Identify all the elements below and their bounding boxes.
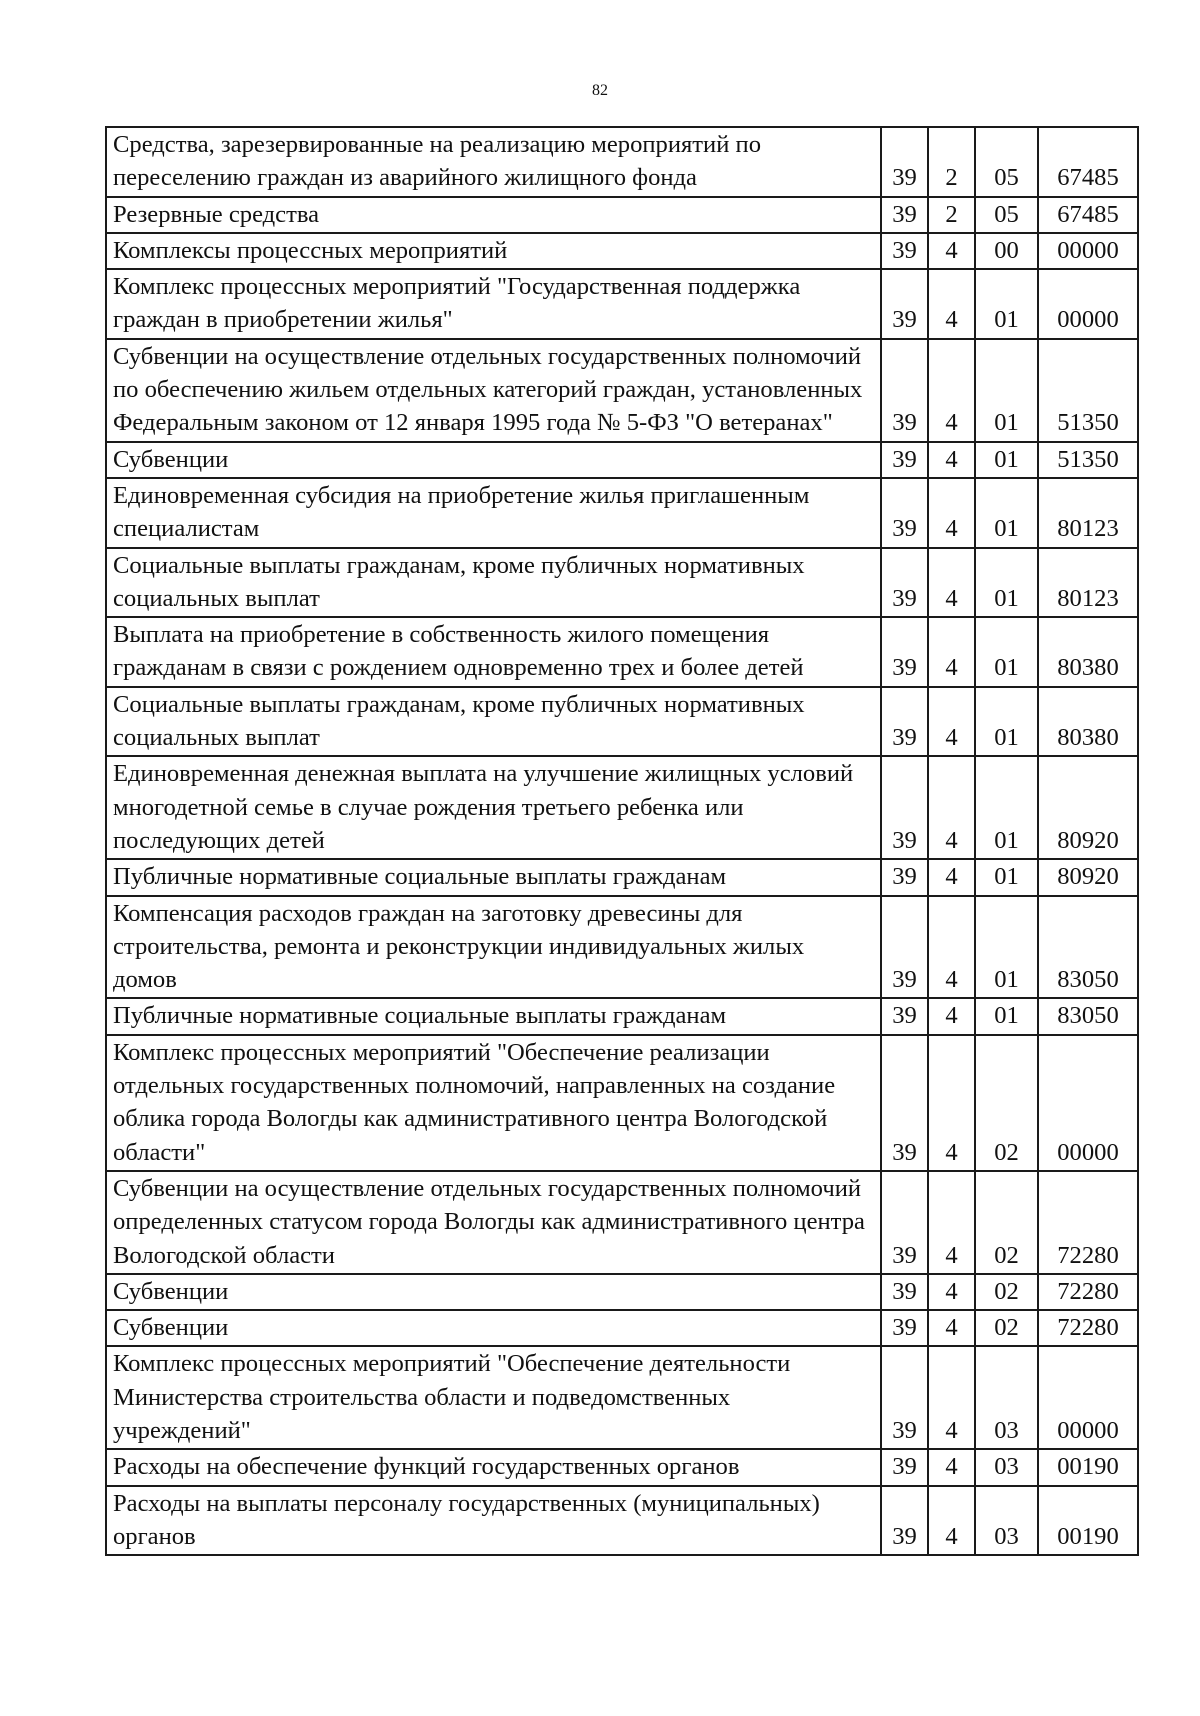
program-code: 39 bbox=[881, 1346, 928, 1449]
table-row bbox=[106, 478, 1138, 548]
subprogram-type-code: 4 bbox=[928, 1274, 975, 1310]
subprogram-type-code: 4 bbox=[928, 896, 975, 999]
subprogram-type-code: 4 bbox=[928, 617, 975, 687]
expense-direction-code: 72280 bbox=[1038, 1310, 1138, 1346]
expense-direction-code: 51350 bbox=[1038, 339, 1138, 442]
structural-element-code: 02 bbox=[975, 1274, 1038, 1310]
subprogram-type-code: 4 bbox=[928, 859, 975, 895]
expense-description: Единовременная субсидия на приобретение жилья приглашенным специалистам bbox=[106, 478, 881, 548]
table-row bbox=[106, 756, 1138, 859]
table-row bbox=[106, 617, 1138, 687]
expense-direction-code: 83050 bbox=[1038, 896, 1138, 999]
expense-direction-code: 80380 bbox=[1038, 617, 1138, 687]
table-row bbox=[106, 339, 1138, 442]
expense-direction-code: 83050 bbox=[1038, 998, 1138, 1034]
expense-description: Социальные выплаты гражданам, кроме публичных нормативных социальных выплат bbox=[106, 548, 881, 618]
structural-element-code: 01 bbox=[975, 998, 1038, 1034]
structural-element-code: 01 bbox=[975, 269, 1038, 339]
expense-description: Единовременная денежная выплата на улучшение жилищных условий многодетной семье в случае рождения третьего ребенка или последующих детей bbox=[106, 756, 881, 859]
program-code: 39 bbox=[881, 548, 928, 618]
expense-direction-code: 80920 bbox=[1038, 859, 1138, 895]
program-code: 39 bbox=[881, 1486, 928, 1556]
expense-direction-code: 51350 bbox=[1038, 442, 1138, 478]
program-code: 39 bbox=[881, 1449, 928, 1485]
expense-description: Субвенции на осуществление отдельных государственных полномочий определенных статусом города Вологды как административного центра Вологодской области bbox=[106, 1171, 881, 1274]
structural-element-code: 05 bbox=[975, 197, 1038, 233]
expense-description: Выплата на приобретение в собственность жилого помещения гражданам в связи с рождением одновременно трех и более детей bbox=[106, 617, 881, 687]
expense-direction-code: 80380 bbox=[1038, 687, 1138, 757]
expense-direction-code: 72280 bbox=[1038, 1171, 1138, 1274]
program-code: 39 bbox=[881, 339, 928, 442]
structural-element-code: 01 bbox=[975, 859, 1038, 895]
structural-element-code: 01 bbox=[975, 442, 1038, 478]
structural-element-code: 03 bbox=[975, 1486, 1038, 1556]
table-body bbox=[106, 127, 1138, 1555]
structural-element-code: 02 bbox=[975, 1310, 1038, 1346]
structural-element-code: 01 bbox=[975, 756, 1038, 859]
table-row bbox=[106, 1035, 1138, 1171]
subprogram-type-code: 4 bbox=[928, 1035, 975, 1171]
expense-direction-code: 00000 bbox=[1038, 233, 1138, 269]
expense-direction-code: 00190 bbox=[1038, 1449, 1138, 1485]
structural-element-code: 01 bbox=[975, 896, 1038, 999]
table-row bbox=[106, 998, 1138, 1034]
subprogram-type-code: 4 bbox=[928, 478, 975, 548]
expense-direction-code: 67485 bbox=[1038, 127, 1138, 197]
expense-description: Комплекс процессных мероприятий "Обеспечение реализации отдельных государственных полномочий, направленных на создание облика города Вологды как административного центра Вологодской области" bbox=[106, 1035, 881, 1171]
program-code: 39 bbox=[881, 617, 928, 687]
program-code: 39 bbox=[881, 442, 928, 478]
program-code: 39 bbox=[881, 1310, 928, 1346]
structural-element-code: 01 bbox=[975, 339, 1038, 442]
table-row bbox=[106, 1274, 1138, 1310]
table-row bbox=[106, 896, 1138, 999]
program-code: 39 bbox=[881, 1035, 928, 1171]
table-row bbox=[106, 442, 1138, 478]
subprogram-type-code: 2 bbox=[928, 127, 975, 197]
program-code: 39 bbox=[881, 1274, 928, 1310]
page-number: 82 bbox=[592, 82, 608, 99]
subprogram-type-code: 4 bbox=[928, 269, 975, 339]
expense-description: Субвенции на осуществление отдельных государственных полномочий по обеспечению жильем отдельных категорий граждан, установленных Федеральным законом от 12 января 1995 года № 5-ФЗ "О ветеранах" bbox=[106, 339, 881, 442]
expense-description: Субвенции bbox=[106, 1274, 881, 1310]
table-row bbox=[106, 1346, 1138, 1449]
expense-direction-code: 00000 bbox=[1038, 1035, 1138, 1171]
program-code: 39 bbox=[881, 1171, 928, 1274]
table-row bbox=[106, 269, 1138, 339]
subprogram-type-code: 4 bbox=[928, 1171, 975, 1274]
program-code: 39 bbox=[881, 896, 928, 999]
program-code: 39 bbox=[881, 756, 928, 859]
expense-description: Комплексы процессных мероприятий bbox=[106, 233, 881, 269]
structural-element-code: 02 bbox=[975, 1035, 1038, 1171]
structural-element-code: 02 bbox=[975, 1171, 1038, 1274]
subprogram-type-code: 4 bbox=[928, 442, 975, 478]
expense-direction-code: 80123 bbox=[1038, 548, 1138, 618]
table-row bbox=[106, 687, 1138, 757]
expense-description: Комплекс процессных мероприятий "Государственная поддержка граждан в приобретении жилья" bbox=[106, 269, 881, 339]
expense-direction-code: 67485 bbox=[1038, 197, 1138, 233]
expense-description: Расходы на выплаты персоналу государственных (муниципальных) органов bbox=[106, 1486, 881, 1556]
expense-description: Социальные выплаты гражданам, кроме публичных нормативных социальных выплат bbox=[106, 687, 881, 757]
program-code: 39 bbox=[881, 998, 928, 1034]
expense-description: Субвенции bbox=[106, 442, 881, 478]
program-code: 39 bbox=[881, 233, 928, 269]
structural-element-code: 03 bbox=[975, 1346, 1038, 1449]
expense-direction-code: 00190 bbox=[1038, 1486, 1138, 1556]
expense-direction-code: 00000 bbox=[1038, 269, 1138, 339]
expense-description: Публичные нормативные социальные выплаты гражданам bbox=[106, 998, 881, 1034]
program-code: 39 bbox=[881, 859, 928, 895]
subprogram-type-code: 4 bbox=[928, 1346, 975, 1449]
program-code: 39 bbox=[881, 478, 928, 548]
table-row bbox=[106, 197, 1138, 233]
table-row bbox=[106, 1310, 1138, 1346]
expense-direction-code: 00000 bbox=[1038, 1346, 1138, 1449]
expense-description: Компенсация расходов граждан на заготовку древесины для строительства, ремонта и реконструкции индивидуальных жилых домов bbox=[106, 896, 881, 999]
table-row bbox=[106, 1486, 1138, 1556]
structural-element-code: 01 bbox=[975, 548, 1038, 618]
expense-description: Резервные средства bbox=[106, 197, 881, 233]
subprogram-type-code: 4 bbox=[928, 687, 975, 757]
subprogram-type-code: 4 bbox=[928, 1449, 975, 1485]
expense-description: Расходы на обеспечение функций государственных органов bbox=[106, 1449, 881, 1485]
table-row bbox=[106, 233, 1138, 269]
expense-description: Средства, зарезервированные на реализацию мероприятий по переселению граждан из аварийного жилищного фонда bbox=[106, 127, 881, 197]
structural-element-code: 00 bbox=[975, 233, 1038, 269]
table-row bbox=[106, 1171, 1138, 1274]
subprogram-type-code: 4 bbox=[928, 1310, 975, 1346]
subprogram-type-code: 4 bbox=[928, 756, 975, 859]
structural-element-code: 05 bbox=[975, 127, 1038, 197]
expense-description: Публичные нормативные социальные выплаты гражданам bbox=[106, 859, 881, 895]
expense-direction-code: 80920 bbox=[1038, 756, 1138, 859]
program-code: 39 bbox=[881, 269, 928, 339]
table-row bbox=[106, 548, 1138, 618]
subprogram-type-code: 4 bbox=[928, 548, 975, 618]
table-row bbox=[106, 1449, 1138, 1485]
table-row bbox=[106, 127, 1138, 197]
expense-direction-code: 80123 bbox=[1038, 478, 1138, 548]
subprogram-type-code: 4 bbox=[928, 1486, 975, 1556]
expense-description: Комплекс процессных мероприятий "Обеспечение деятельности Министерства строительства области и подведомственных учреждений" bbox=[106, 1346, 881, 1449]
budget-classification-table bbox=[105, 126, 1139, 1556]
expense-direction-code: 72280 bbox=[1038, 1274, 1138, 1310]
program-code: 39 bbox=[881, 127, 928, 197]
structural-element-code: 03 bbox=[975, 1449, 1038, 1485]
program-code: 39 bbox=[881, 687, 928, 757]
structural-element-code: 01 bbox=[975, 478, 1038, 548]
expense-description: Субвенции bbox=[106, 1310, 881, 1346]
table-row bbox=[106, 859, 1138, 895]
structural-element-code: 01 bbox=[975, 617, 1038, 687]
subprogram-type-code: 4 bbox=[928, 339, 975, 442]
subprogram-type-code: 2 bbox=[928, 197, 975, 233]
subprogram-type-code: 4 bbox=[928, 233, 975, 269]
structural-element-code: 01 bbox=[975, 687, 1038, 757]
program-code: 39 bbox=[881, 197, 928, 233]
subprogram-type-code: 4 bbox=[928, 998, 975, 1034]
